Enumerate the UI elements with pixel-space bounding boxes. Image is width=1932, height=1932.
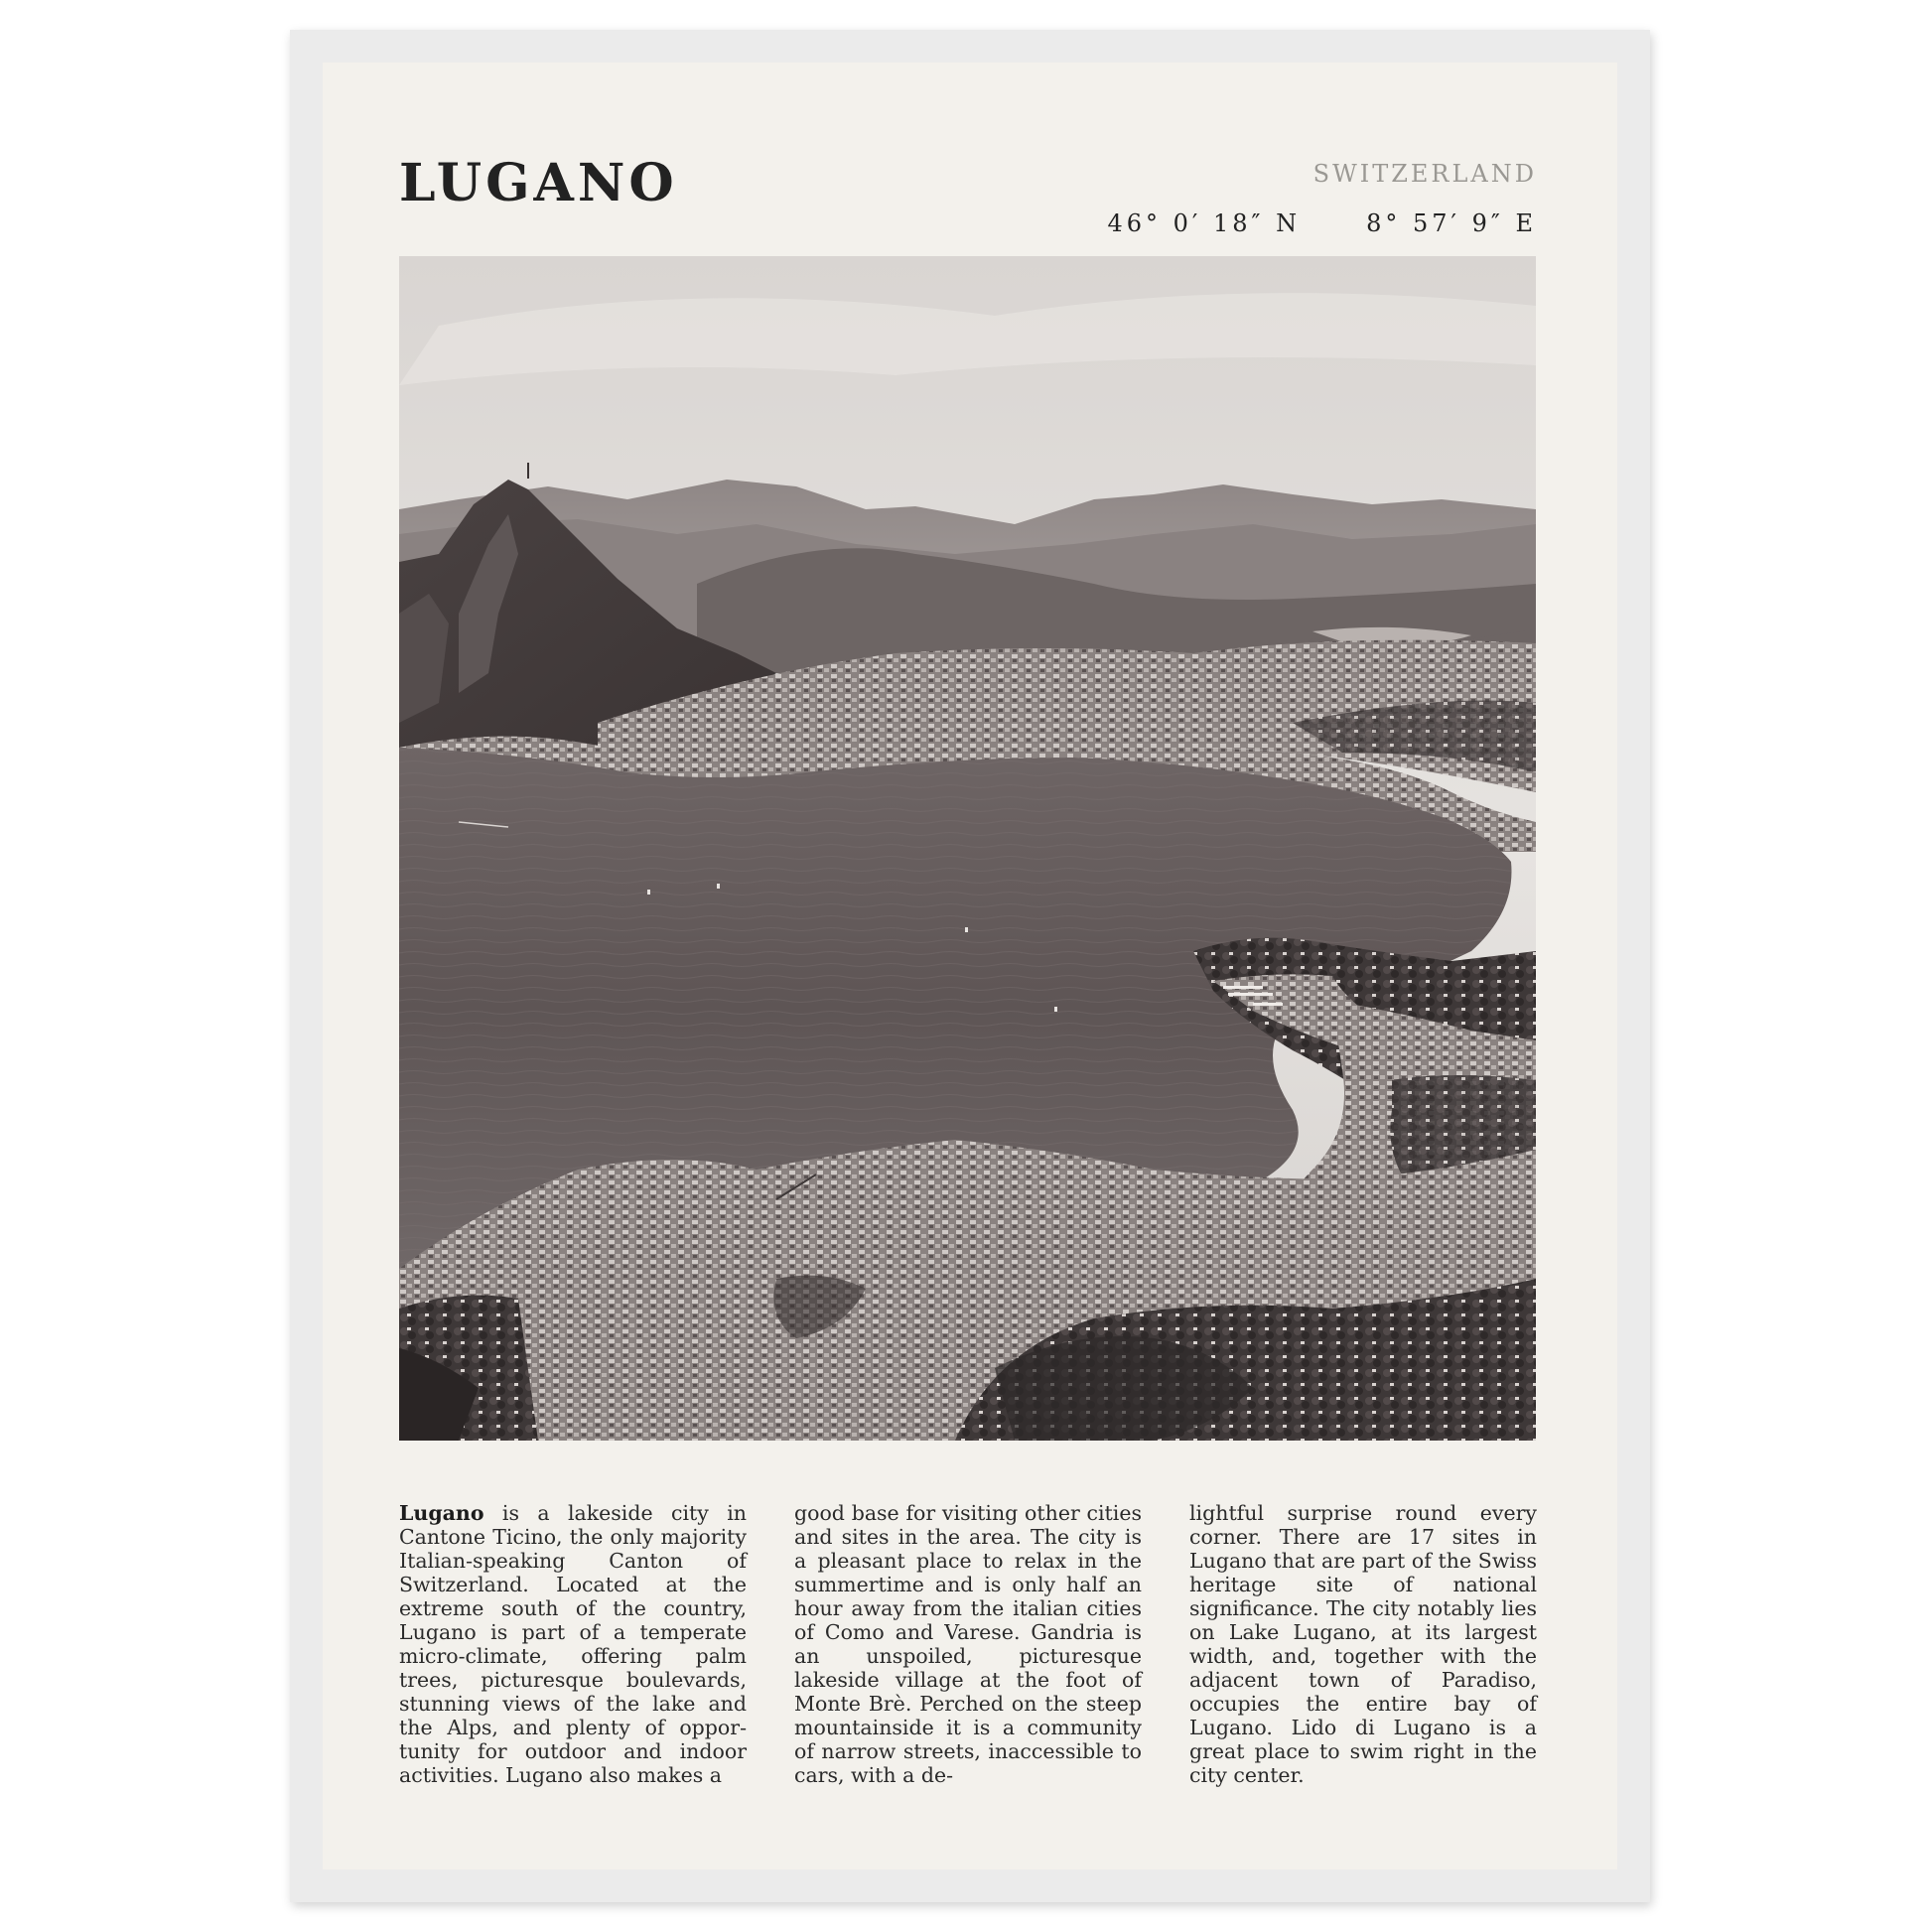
description-col-2: good base for visiting other cities and sites in the area. The city is a pleasant place to relax in the summertime and is only half an hour away from the italian cities of Como and Varese. Gandria is an unspoiled, picturesque lakeside village at the foot of Monte Brè. Perched on the steep mountainside it is a community of narrow streets, inaccessible to cars, with a de- bbox=[794, 1501, 1142, 1787]
description-lead: Lugano bbox=[399, 1501, 484, 1525]
description-col-1 bbox=[399, 1501, 747, 1787]
description-col-3: lightful surprise round every corner. There are 17 sites in Lugano that are part of the Swiss heritage site of national significance. The city notably lies on Lake Lugano, at its largest width, and, together with the adjacent town of Paradiso, occupies the entire bay of Lugano. Lido di Lugano is a great place to swim right in the city center. bbox=[1189, 1501, 1537, 1787]
description-columns bbox=[399, 1501, 1537, 1787]
coordinates bbox=[1107, 208, 1537, 238]
longitude: 8° 57′ 9″ E bbox=[1366, 209, 1537, 237]
country-label: SWITZERLAND bbox=[1312, 160, 1537, 188]
city-title: LUGANO bbox=[399, 153, 678, 213]
lake-photo bbox=[399, 256, 1536, 1441]
latitude: 46° 0′ 18″ N bbox=[1107, 209, 1302, 237]
description-col-1-text: is a lakeside city in Cantone Ticino, the only majority Italian-speaking Canton of Switzerland. Located at the extreme south of the country, Lugano is part of a temperate micro-climate, offering palm trees, picturesque boulevards, stunning views of the lake and the Alps, and plenty of opportunity for outdoor and indoor activities. Lugano also makes a bbox=[399, 1501, 747, 1787]
